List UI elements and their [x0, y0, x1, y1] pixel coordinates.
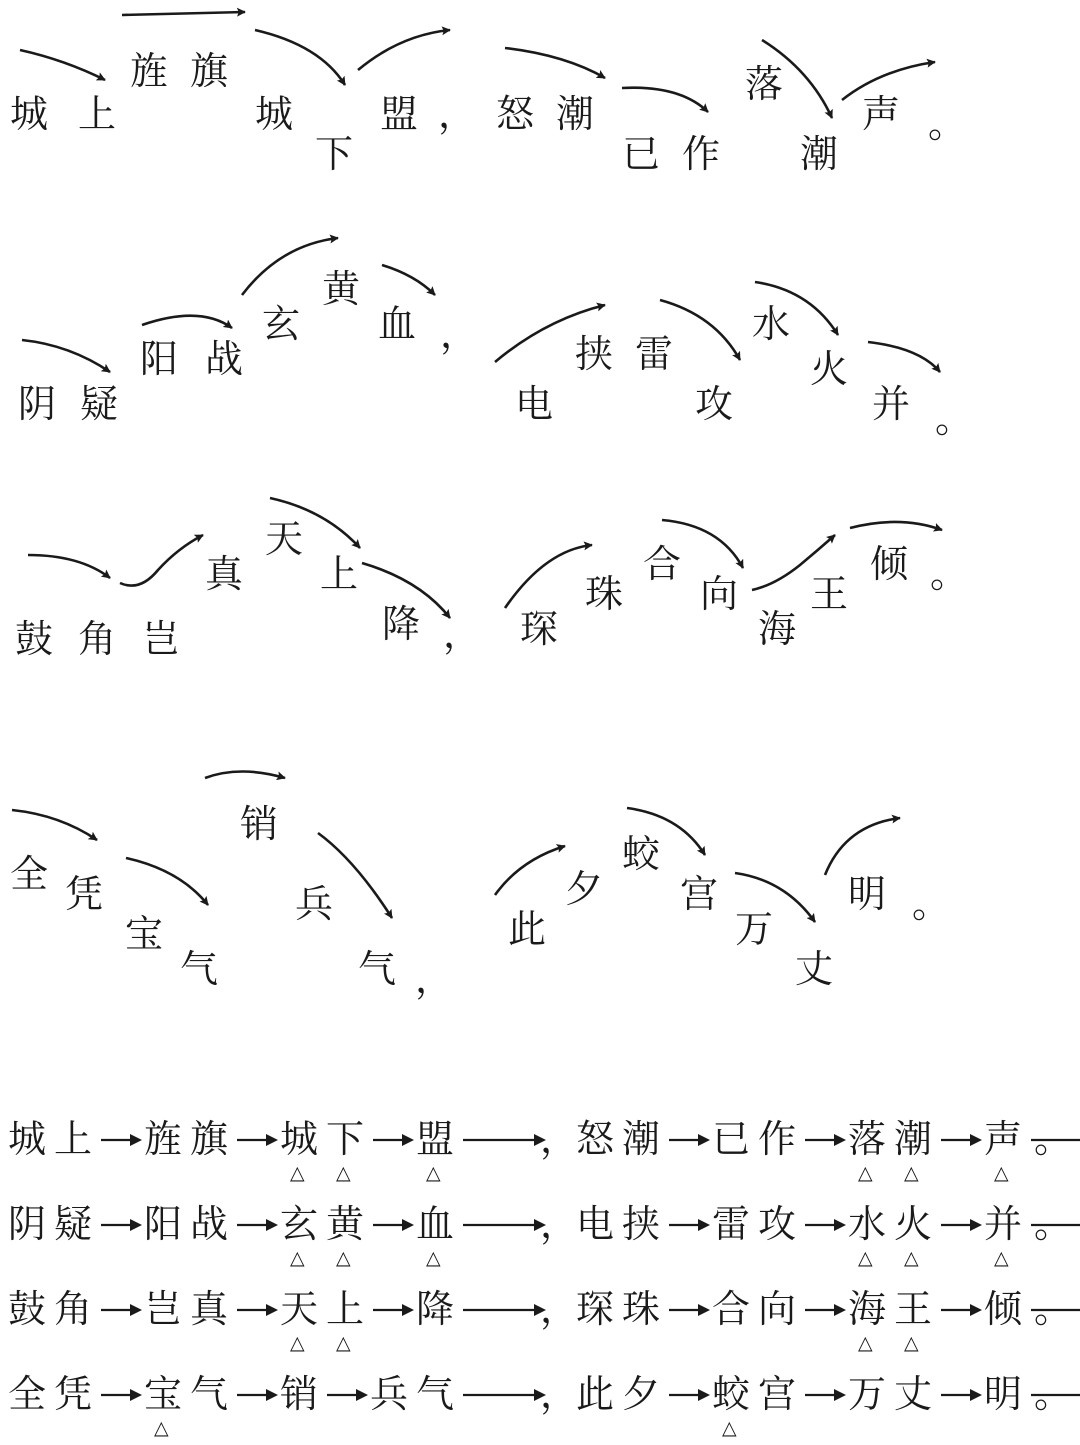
- flow-arrow: [940, 1125, 982, 1155]
- flow-arrow: [940, 1210, 982, 1240]
- pitch-arrow: [120, 535, 203, 586]
- verse-character: 已: [622, 132, 661, 176]
- verse-character: 角: [78, 617, 117, 661]
- accent-mark: △: [426, 1247, 441, 1269]
- pitch-arrow: [505, 48, 605, 78]
- tone-character: 丈: [894, 1372, 933, 1416]
- pitch-arrow: [358, 30, 450, 70]
- tone-character: 万: [848, 1372, 887, 1416]
- accent-mark: △: [858, 1162, 873, 1184]
- tone-character: 战: [190, 1202, 229, 1246]
- verse-punctuation: 。: [935, 397, 974, 441]
- verse-punctuation: 。: [912, 882, 951, 926]
- tone-character: 此: [576, 1372, 615, 1416]
- verse-punctuation: 。: [928, 102, 967, 146]
- verse-character: 丈: [795, 947, 834, 991]
- tone-row: [8, 1202, 1073, 1275]
- verse-character: 攻: [695, 382, 734, 426]
- accent-mark: △: [290, 1332, 305, 1354]
- verse-character: 降: [382, 602, 421, 646]
- tone-character: 向: [758, 1287, 797, 1331]
- tone-character: 上: [326, 1287, 365, 1331]
- verse-character: 宝: [125, 912, 164, 956]
- period: 。: [1034, 1117, 1073, 1161]
- pitch-arrow: [622, 88, 708, 112]
- flow-arrow: [940, 1380, 982, 1410]
- pitch-arrow: [12, 810, 97, 840]
- verse-character: 挟: [575, 332, 614, 376]
- flow-arrow: [668, 1380, 710, 1410]
- flow-arrow: [100, 1295, 142, 1325]
- tone-character: 兵: [370, 1372, 409, 1416]
- flow-arrow: [236, 1295, 278, 1325]
- tone-character: 珠: [622, 1287, 661, 1331]
- accent-mark: △: [426, 1162, 441, 1184]
- tone-character: 宝: [144, 1372, 183, 1416]
- tone-character: 真: [190, 1287, 229, 1331]
- flow-arrow: [372, 1210, 414, 1240]
- verse-character: 此: [508, 907, 547, 951]
- verse-character: 全: [10, 852, 49, 896]
- pitch-arrow: [850, 522, 942, 530]
- tone-character: 上: [54, 1117, 93, 1161]
- accent-mark: △: [154, 1417, 169, 1439]
- verse-character: 蛟: [622, 832, 661, 876]
- flow-arrow: [100, 1210, 142, 1240]
- pitch-arrow: [868, 342, 940, 372]
- verse-character: 万: [735, 907, 774, 951]
- tone-character: 阴: [8, 1202, 47, 1246]
- tone-character: 合: [712, 1287, 751, 1331]
- accent-mark: △: [858, 1247, 873, 1269]
- pitch-arrow: [22, 340, 110, 372]
- tone-character: 凭: [54, 1372, 93, 1416]
- verse-character: 火: [810, 347, 849, 391]
- verse-character: 雷: [635, 332, 674, 376]
- verse-character: 琛: [520, 607, 559, 651]
- tone-character: 城: [8, 1117, 47, 1161]
- verse-character: 海: [758, 607, 797, 651]
- tone-character: 潮: [622, 1117, 661, 1161]
- tone-character: 气: [190, 1372, 229, 1416]
- flow-arrow: [462, 1380, 546, 1410]
- accent-mark: △: [994, 1247, 1009, 1269]
- flow-arrow: [462, 1210, 546, 1240]
- flow-arrow: [804, 1380, 846, 1410]
- tone-character: 火: [894, 1202, 933, 1246]
- verse-character: 销: [240, 802, 279, 846]
- tone-character: 下: [326, 1117, 365, 1161]
- tone-character: 销: [280, 1372, 319, 1416]
- verse-character: 旌: [130, 49, 169, 93]
- tone-character: 海: [848, 1287, 887, 1331]
- accent-mark: △: [336, 1162, 351, 1184]
- verse-character: 珠: [585, 572, 624, 616]
- pitch-arrow: [126, 858, 208, 905]
- tone-character: 城: [280, 1117, 319, 1161]
- verse-character: 岂: [142, 617, 181, 661]
- pitch-arrow: [28, 555, 110, 578]
- pitch-arrow: [255, 30, 345, 85]
- tone-character: 怒: [576, 1117, 615, 1161]
- tone-row: [8, 1117, 1073, 1190]
- flow-arrow: [372, 1125, 414, 1155]
- verse-character: 疑: [80, 382, 119, 426]
- pitch-arrow: [142, 316, 232, 328]
- verse-character: 血: [378, 302, 417, 346]
- tone-character: 疑: [54, 1202, 93, 1246]
- flow-arrow: [236, 1125, 278, 1155]
- tone-character: 落: [848, 1117, 887, 1161]
- verse-character: 上: [320, 552, 359, 596]
- verse-character: 城: [255, 92, 294, 136]
- verse-character: 明: [848, 872, 887, 916]
- flow-arrow: [668, 1210, 710, 1240]
- verse-character: 向: [700, 572, 739, 616]
- flow-arrow: [462, 1125, 546, 1155]
- verse-character: 凭: [65, 872, 104, 916]
- tone-character: 气: [416, 1372, 455, 1416]
- pitch-arrow: [382, 265, 435, 295]
- tone-character: 全: [8, 1372, 47, 1416]
- verse-character: 真: [205, 552, 244, 596]
- pitch-arrow: [825, 818, 900, 875]
- period: 。: [1034, 1287, 1073, 1331]
- verse-character: 电: [515, 382, 554, 426]
- verse-punctuation: 。: [930, 552, 969, 596]
- verse-character: 气: [180, 947, 219, 991]
- verse-character: 王: [810, 572, 849, 616]
- verse-character: 兵: [295, 882, 334, 926]
- accent-mark: △: [290, 1162, 305, 1184]
- tone-character: 倾: [984, 1287, 1023, 1331]
- pitch-arrow: [122, 12, 245, 15]
- verse-punctuation: ，: [415, 957, 454, 1001]
- tone-character: 雷: [712, 1202, 751, 1246]
- accent-mark: △: [290, 1247, 305, 1269]
- tone-character: 挟: [622, 1202, 661, 1246]
- tone-character: 作: [758, 1117, 797, 1161]
- verse-character: 夕: [565, 867, 604, 911]
- verse-punctuation: ，: [438, 92, 477, 136]
- verse-character: 下: [315, 132, 354, 176]
- verse-character: 盟: [380, 92, 419, 136]
- tone-character: 明: [984, 1372, 1023, 1416]
- verse-character: 合: [643, 542, 682, 586]
- tone-character: 天: [280, 1287, 319, 1331]
- verse-character: 上: [78, 92, 117, 136]
- tone-character: 声: [984, 1117, 1023, 1161]
- verse-character: 倾: [870, 542, 909, 586]
- verse-character: 怒: [496, 92, 535, 136]
- tone-character: 电: [576, 1202, 615, 1246]
- verse-character: 声: [862, 92, 901, 136]
- flow-arrow: [326, 1380, 368, 1410]
- tone-character: 黄: [326, 1202, 365, 1246]
- tone-character: 玄: [280, 1202, 319, 1246]
- verse-character: 鼓: [15, 617, 54, 661]
- tone-character: 阳: [144, 1202, 183, 1246]
- tone-row: [8, 1372, 1073, 1445]
- pitch-arrow: [20, 50, 105, 80]
- pitch-arrow: [205, 772, 285, 779]
- verse-character: 黄: [322, 267, 361, 311]
- accent-mark: △: [336, 1247, 351, 1269]
- tone-character: 降: [416, 1287, 455, 1331]
- tone-character: 并: [984, 1202, 1023, 1246]
- pitch-arrow: [505, 545, 592, 608]
- period: 。: [1034, 1202, 1073, 1246]
- comma: ，: [540, 1372, 579, 1416]
- verse-character: 气: [358, 947, 397, 991]
- tone-character: 水: [848, 1202, 887, 1246]
- tone-character: 蛟: [712, 1372, 751, 1416]
- accent-mark: △: [336, 1332, 351, 1354]
- comma: ，: [540, 1202, 579, 1246]
- verse-character: 城: [10, 92, 49, 136]
- accent-mark: △: [904, 1247, 919, 1269]
- flow-arrow: [668, 1295, 710, 1325]
- flow-arrow: [372, 1295, 414, 1325]
- period: 。: [1034, 1372, 1073, 1416]
- tone-character: 夕: [622, 1372, 661, 1416]
- verse-character: 潮: [556, 92, 595, 136]
- flow-arrow: [804, 1125, 846, 1155]
- tone-character: 血: [416, 1202, 455, 1246]
- accent-mark: △: [904, 1162, 919, 1184]
- verse-character: 宫: [680, 872, 719, 916]
- comma: ，: [540, 1287, 579, 1331]
- flow-arrow: [668, 1125, 710, 1155]
- verse-character: 阳: [140, 337, 179, 381]
- flow-arrow: [462, 1295, 546, 1325]
- comma: ，: [540, 1117, 579, 1161]
- flow-arrow: [804, 1210, 846, 1240]
- tone-character: 盟: [416, 1117, 455, 1161]
- accent-mark: △: [994, 1162, 1009, 1184]
- tone-character: 鼓: [8, 1287, 47, 1331]
- verse-punctuation: ，: [443, 612, 482, 656]
- flow-arrow: [100, 1380, 142, 1410]
- tone-character: 王: [894, 1287, 933, 1331]
- verse-character: 潮: [800, 132, 839, 176]
- tone-character: 岂: [144, 1287, 183, 1331]
- tone-character: 角: [54, 1287, 93, 1331]
- tone-character: 琛: [576, 1287, 615, 1331]
- tone-character: 潮: [894, 1117, 933, 1161]
- verse-character: 阴: [18, 382, 57, 426]
- accent-mark: △: [722, 1417, 737, 1439]
- tone-character: 攻: [758, 1202, 797, 1246]
- verse-character: 落: [745, 62, 784, 106]
- verse-punctuation: ，: [440, 312, 479, 356]
- verse-character: 并: [872, 382, 911, 426]
- flow-arrow: [804, 1295, 846, 1325]
- verse-character: 水: [752, 302, 791, 346]
- verse-character: 作: [682, 132, 721, 176]
- accent-mark: △: [858, 1332, 873, 1354]
- tone-character: 旗: [190, 1117, 229, 1161]
- verse-character: 玄: [262, 302, 301, 346]
- verse-character: 天: [265, 517, 304, 561]
- tone-character: 已: [712, 1117, 751, 1161]
- tone-row: [8, 1287, 1073, 1360]
- pitch-arrow: [495, 846, 565, 895]
- tone-character: 宫: [758, 1372, 797, 1416]
- flow-arrow: [236, 1380, 278, 1410]
- flow-arrow: [100, 1125, 142, 1155]
- flow-arrow: [940, 1295, 982, 1325]
- tone-character: 旌: [144, 1117, 183, 1161]
- verse-character: 战: [205, 337, 244, 381]
- verse-character: 旗: [190, 49, 229, 93]
- accent-mark: △: [904, 1332, 919, 1354]
- flow-arrow: [236, 1210, 278, 1240]
